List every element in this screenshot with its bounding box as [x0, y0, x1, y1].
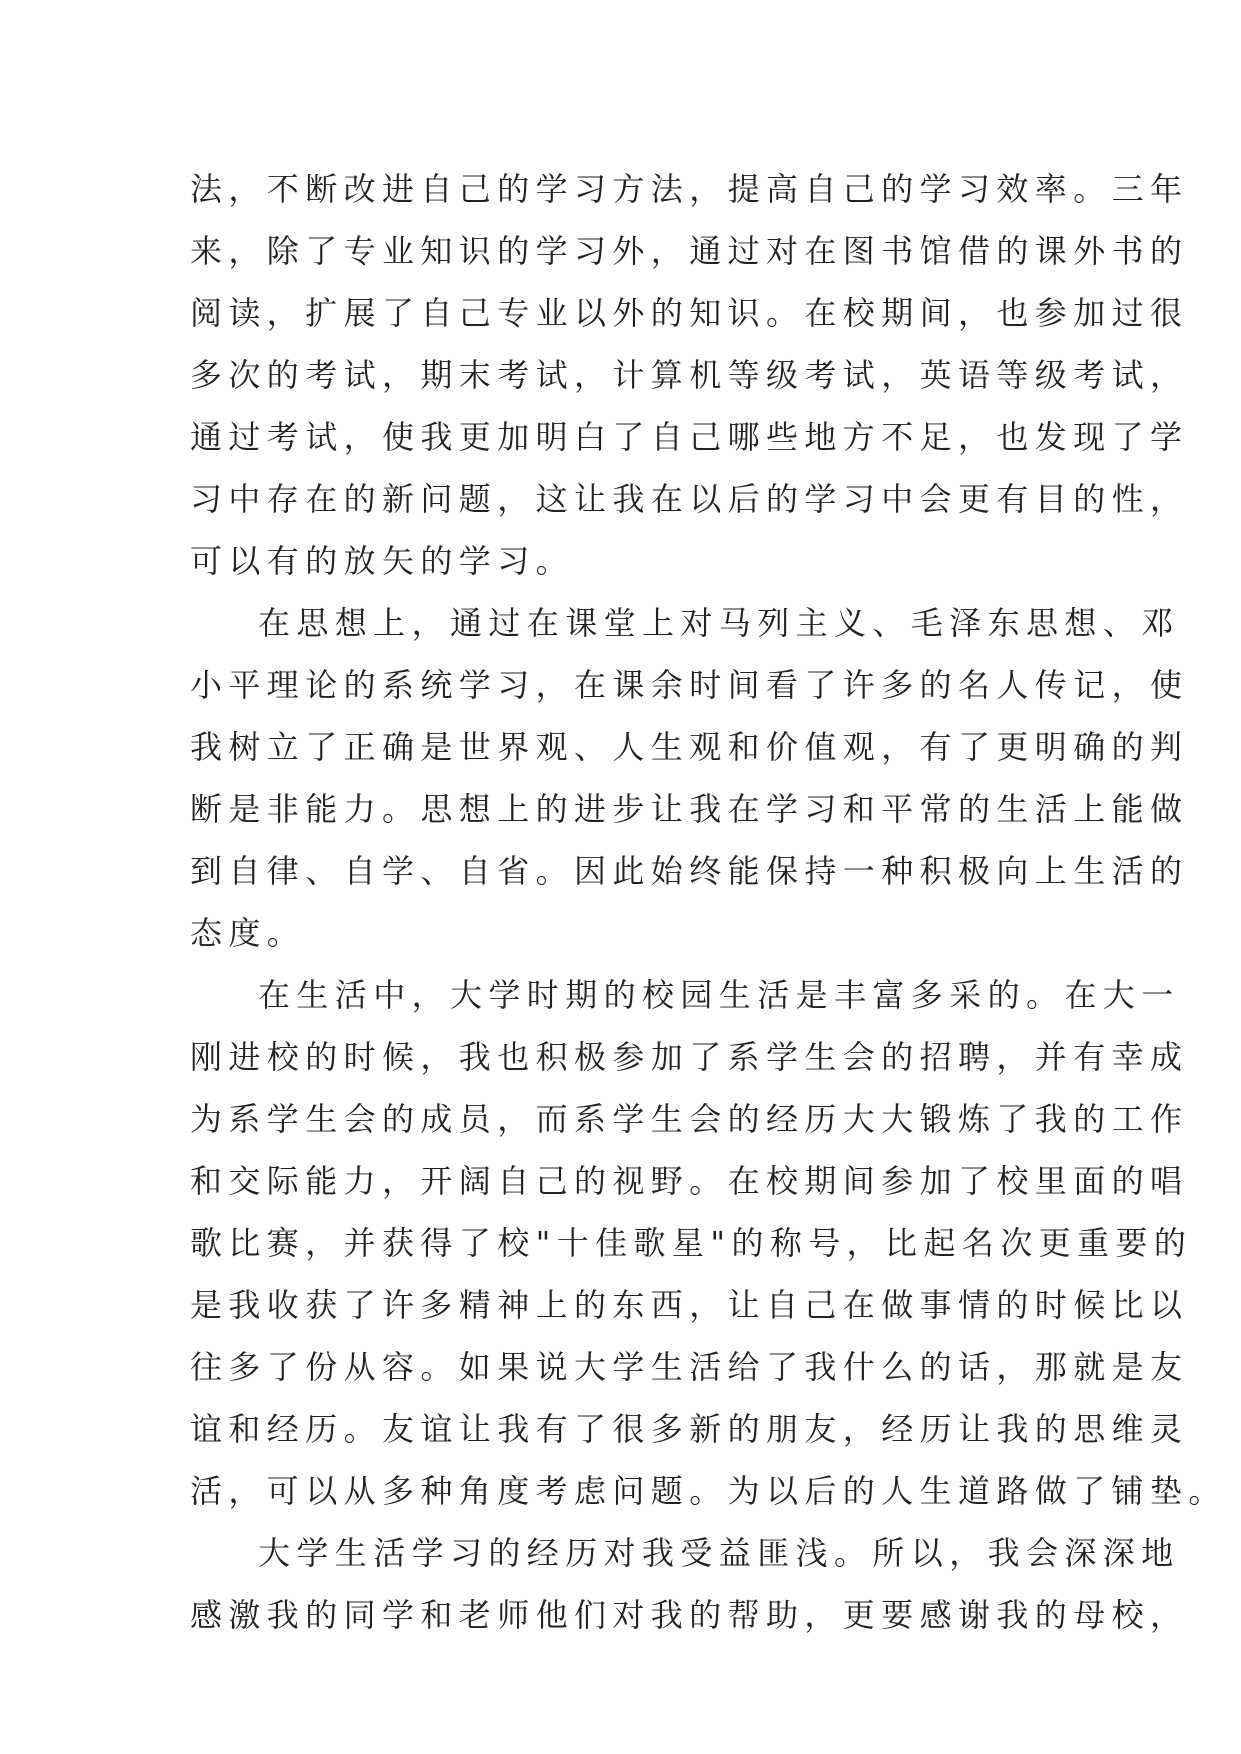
text-line: 和交际能力，开阔自己的视野。在校期间参加了校里面的唱 — [190, 1162, 1189, 1200]
text-line: 到自律、自学、自省。因此始终能保持一种积极向上生活的 — [190, 852, 1189, 890]
text-line: 多次的考试，期末考试，计算机等级考试，英语等级考试， — [190, 356, 1189, 394]
text-line: 可以有的放矢的学习。 — [190, 542, 575, 580]
text-line: 谊和经历。友谊让我有了很多新的朋友，经历让我的思维灵 — [190, 1410, 1189, 1448]
text-line: 是我收获了许多精神上的东西，让自己在做事情的时候比以 — [190, 1286, 1189, 1324]
text-line: 断是非能力。思想上的进步让我在学习和平常的生活上能做 — [190, 790, 1189, 828]
text-line: 往多了份从容。如果说大学生活给了我什么的话，那就是友 — [190, 1348, 1189, 1386]
text-line: 习中存在的新问题，这让我在以后的学习中会更有目的性， — [190, 480, 1189, 518]
text-line: 来，除了专业知识的学习外，通过对在图书馆借的课外书的 — [190, 232, 1189, 270]
text-line: 小平理论的系统学习，在课余时间看了许多的名人传记，使 — [190, 666, 1189, 704]
text-line: 我树立了正确是世界观、人生观和价值观，有了更明确的判 — [190, 728, 1189, 766]
text-line: 通过考试，使我更加明白了自己哪些地方不足，也发现了学 — [190, 418, 1189, 456]
text-line: 感激我的同学和老师他们对我的帮助，更要感谢我的母校， — [190, 1596, 1189, 1634]
text-line: 阅读，扩展了自己专业以外的知识。在校期间，也参加过很 — [190, 294, 1189, 332]
text-line: 态度。 — [190, 914, 306, 952]
text-line: 法，不断改进自己的学习方法，提高自己的学习效率。三年 — [190, 170, 1189, 208]
text-line: 活，可以从多种角度考虑问题。为以后的人生道路做了铺垫。 — [190, 1472, 1227, 1510]
paragraph-start-line: 在生活中，大学时期的校园生活是丰富多采的。在大一 — [258, 976, 1180, 1014]
text-line: 刚进校的时候，我也积极参加了系学生会的招聘，并有幸成 — [190, 1038, 1189, 1076]
paragraph-start-line: 在思想上，通过在课堂上对马列主义、毛泽东思想、邓 — [258, 604, 1180, 642]
text-line: 歌比赛，并获得了校"十佳歌星"的称号，比起名次更重要的 — [190, 1224, 1193, 1262]
body-text — [190, 158, 1227, 1646]
paragraph-start-line: 大学生活学习的经历对我受益匪浅。所以，我会深深地 — [258, 1534, 1180, 1572]
text-line: 为系学生会的成员，而系学生会的经历大大锻炼了我的工作 — [190, 1100, 1189, 1138]
